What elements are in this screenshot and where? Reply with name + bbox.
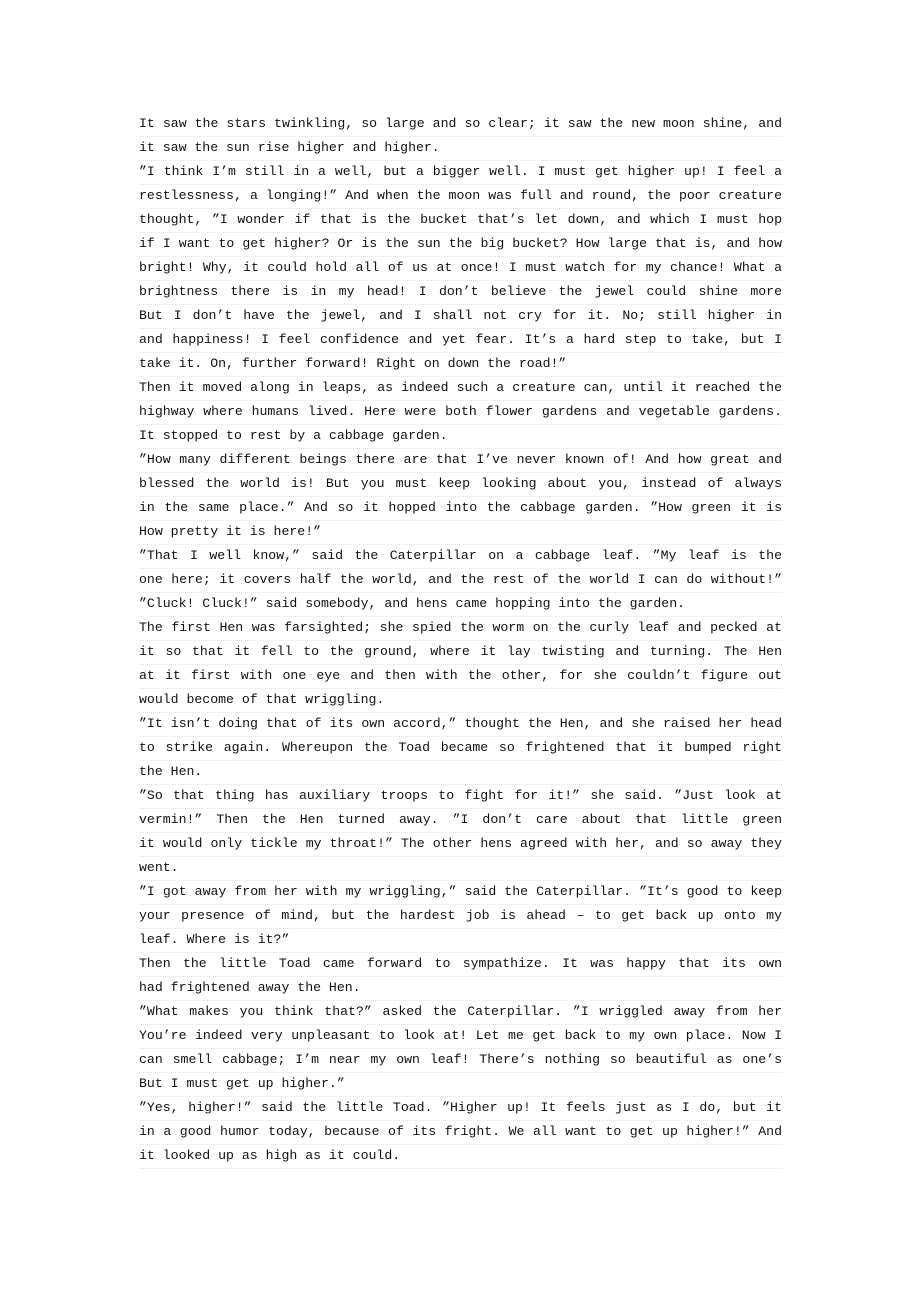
text-line: How pretty it is here!” xyxy=(139,521,782,545)
text-line: It saw the stars twinkling, so large and so clear; it saw the new moon shine, and xyxy=(139,113,782,137)
text-line: ”That I well know,” said the Caterpillar on a cabbage leaf. ”My leaf is the xyxy=(139,545,782,569)
text-line: went. xyxy=(139,857,782,881)
text-line: vermin!” Then the Hen turned away. ”I don’t care about that little green xyxy=(139,809,782,833)
text-line: it saw the sun rise higher and higher. xyxy=(139,137,782,161)
text-line: it looked up as high as it could. xyxy=(139,1145,782,1169)
text-line: bright! Why, it could hold all of us at once! I must watch for my chance! What a xyxy=(139,257,782,281)
text-line: take it. On, further forward! Right on down the road!” xyxy=(139,353,782,377)
text-line: ”I think I’m still in a well, but a bigger well. I must get higher up! I feel a xyxy=(139,161,782,185)
text-line: it so that it fell to the ground, where it lay twisting and turning. The Hen xyxy=(139,641,782,665)
document-page xyxy=(139,113,782,1169)
text-line: But I don’t have the jewel, and I shall not cry for it. No; still higher in xyxy=(139,305,782,329)
text-line: But I must get up higher.” xyxy=(139,1073,782,1097)
text-line: restlessness, a longing!” And when the moon was full and round, the poor creature xyxy=(139,185,782,209)
text-line: Then the little Toad came forward to sympathize. It was happy that its own xyxy=(139,953,782,977)
text-line: ”How many different beings there are that I’ve never known of! And how great and xyxy=(139,449,782,473)
text-line: it would only tickle my throat!” The other hens agreed with her, and so away they xyxy=(139,833,782,857)
text-line: leaf. Where is it?” xyxy=(139,929,782,953)
text-line: one here; it covers half the world, and the rest of the world I can do without!” xyxy=(139,569,782,593)
text-line: ”I got away from her with my wriggling,” said the Caterpillar. ”It’s good to keep xyxy=(139,881,782,905)
text-line: and happiness! I feel confidence and yet fear. It’s a hard step to take, but I xyxy=(139,329,782,353)
text-line: in the same place.” And so it hopped into the cabbage garden. ”How green it is xyxy=(139,497,782,521)
text-line: would become of that wriggling. xyxy=(139,689,782,713)
text-line: brightness there is in my head! I don’t believe the jewel could shine more xyxy=(139,281,782,305)
text-line: can smell cabbage; I’m near my own leaf! There’s nothing so beautiful as one’s xyxy=(139,1049,782,1073)
text-line: if I want to get higher? Or is the sun the big bucket? How large that is, and how xyxy=(139,233,782,257)
text-line: highway where humans lived. Here were both flower gardens and vegetable gardens. xyxy=(139,401,782,425)
text-line: the Hen. xyxy=(139,761,782,785)
text-line: at it first with one eye and then with the other, for she couldn’t figure out xyxy=(139,665,782,689)
text-line: ”It isn’t doing that of its own accord,” thought the Hen, and she raised her head xyxy=(139,713,782,737)
text-line: had frightened away the Hen. xyxy=(139,977,782,1001)
text-line: The first Hen was farsighted; she spied the worm on the curly leaf and pecked at xyxy=(139,617,782,641)
text-line: You’re indeed very unpleasant to look at! Let me get back to my own place. Now I xyxy=(139,1025,782,1049)
text-line: in a good humor today, because of its fright. We all want to get up higher!” And xyxy=(139,1121,782,1145)
text-line: Then it moved along in leaps, as indeed such a creature can, until it reached the xyxy=(139,377,782,401)
text-line: ”Cluck! Cluck!” said somebody, and hens came hopping into the garden. xyxy=(139,593,782,617)
text-line: ”So that thing has auxiliary troops to fight for it!” she said. ”Just look at xyxy=(139,785,782,809)
text-line: to strike again. Whereupon the Toad became so frightened that it bumped right xyxy=(139,737,782,761)
text-line: your presence of mind, but the hardest job is ahead – to get back up onto my xyxy=(139,905,782,929)
text-line: ”Yes, higher!” said the little Toad. ”Higher up! It feels just as I do, but it xyxy=(139,1097,782,1121)
text-line: blessed the world is! But you must keep looking about you, instead of always xyxy=(139,473,782,497)
text-line: ”What makes you think that?” asked the Caterpillar. ”I wriggled away from her xyxy=(139,1001,782,1025)
text-line: It stopped to rest by a cabbage garden. xyxy=(139,425,782,449)
text-line: thought, ”I wonder if that is the bucket that’s let down, and which I must hop xyxy=(139,209,782,233)
